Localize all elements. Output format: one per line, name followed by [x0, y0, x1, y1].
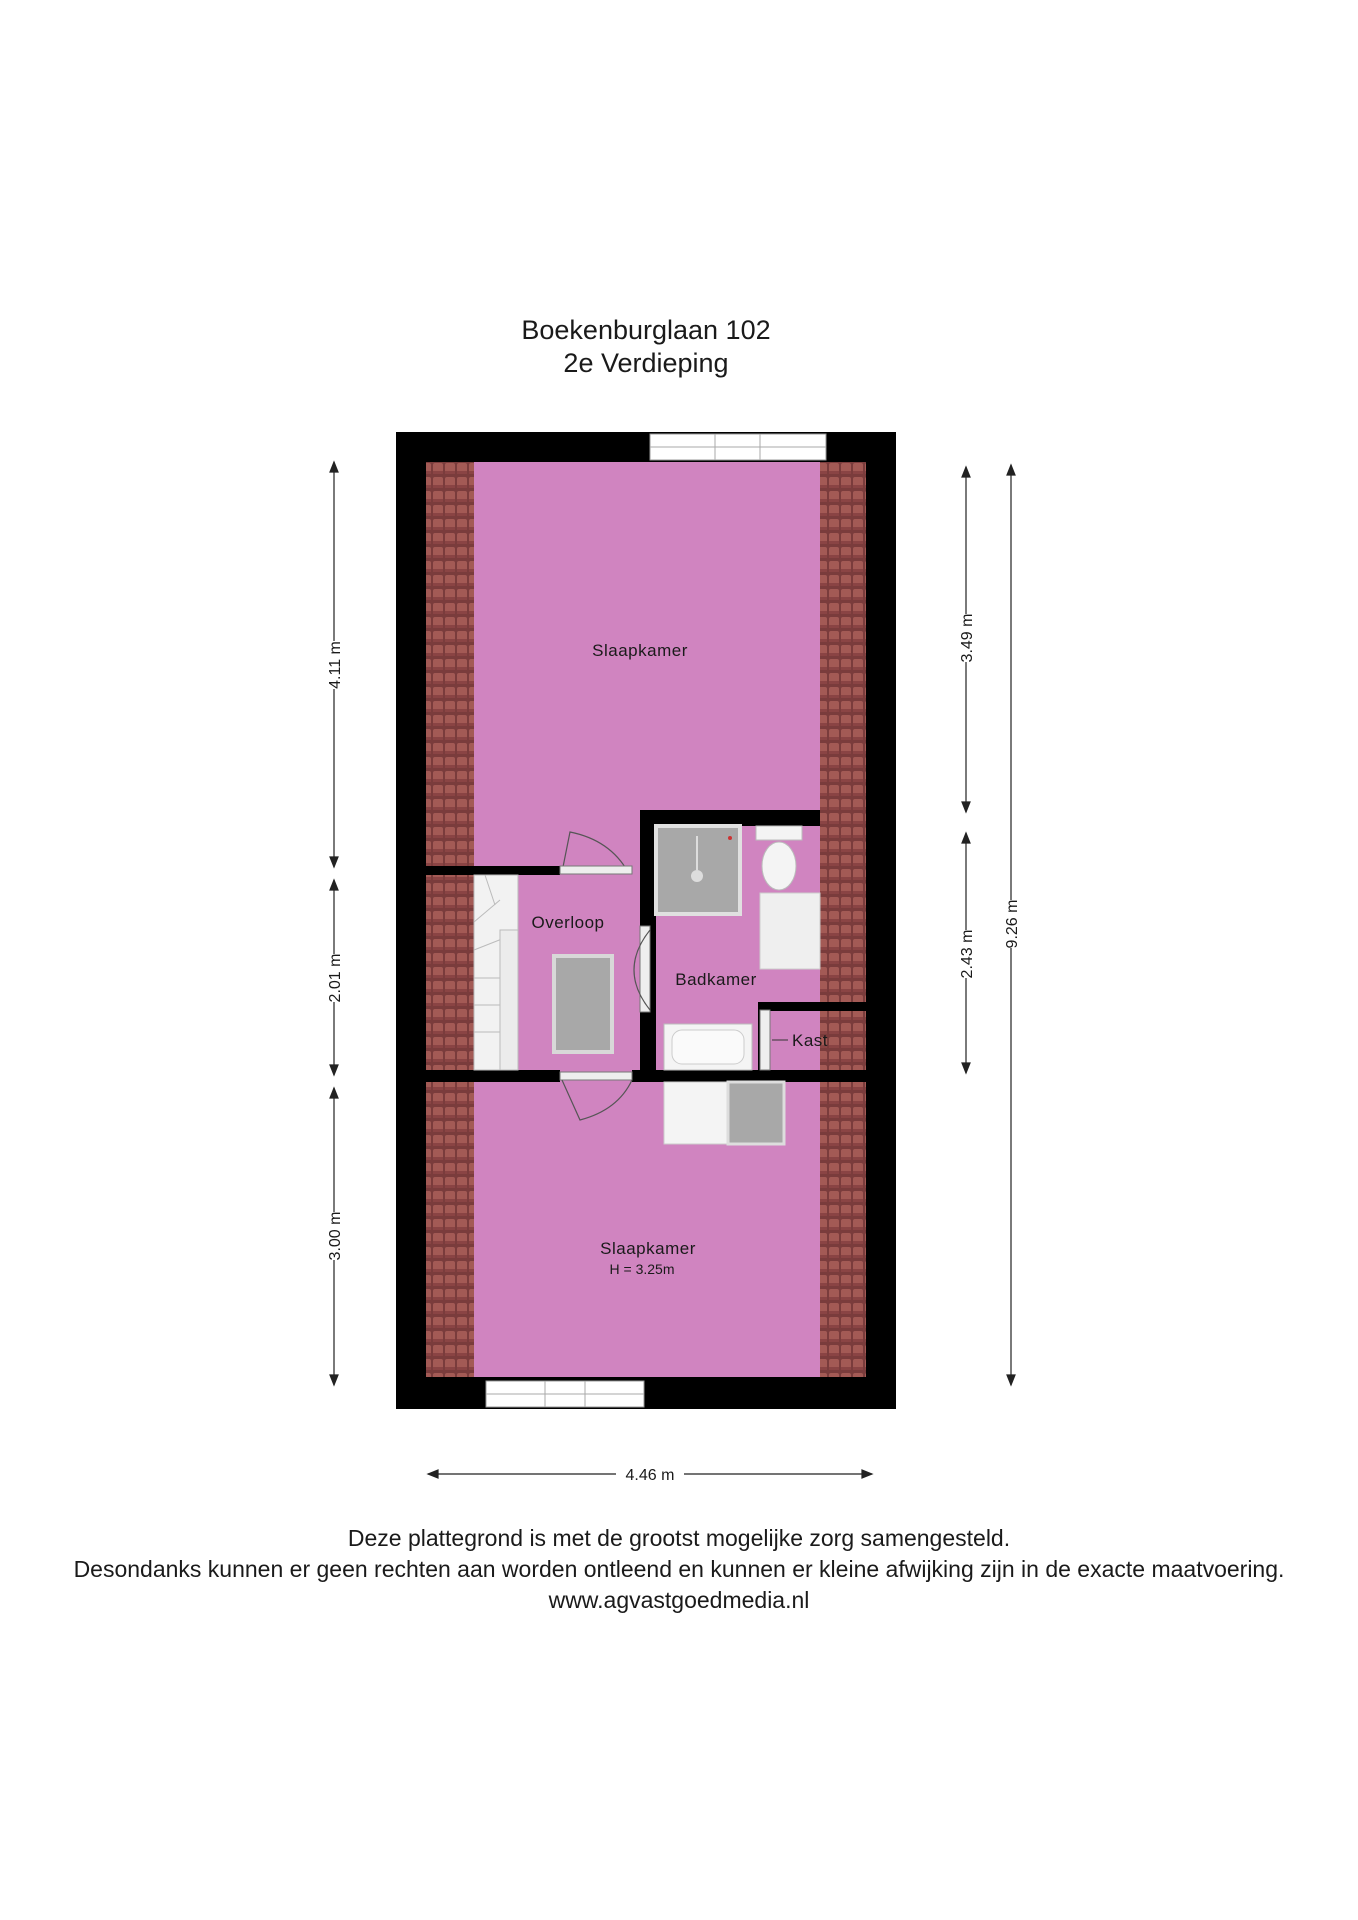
washing-machine [664, 1082, 728, 1144]
dim-left-middle: 2.01 m [327, 953, 344, 1003]
floor-title: 2e Verdieping [563, 348, 729, 378]
interior-wall [426, 1070, 560, 1082]
toilet [756, 826, 802, 840]
dim-right-top: 3.49 m [959, 613, 976, 663]
dim-right-total: 9.26 m [1004, 899, 1021, 949]
room-label-landing: Overloop [531, 913, 605, 932]
roof-tiles-right [820, 462, 866, 1377]
interior-wall [758, 1002, 866, 1011]
room-label-bathroom: Badkamer [675, 970, 757, 989]
roof-tiles-left [426, 462, 474, 1377]
interior-wall [632, 1070, 866, 1082]
dim-width: 4.46 m [625, 1467, 675, 1484]
bathroom-cabinet [760, 893, 820, 969]
landing-rug [554, 956, 612, 1052]
room-label-bedroom-bottom: Slaapkamer [600, 1239, 696, 1258]
dim-left-top: 4.11 m [327, 641, 344, 689]
closet-door [760, 1010, 770, 1070]
interior-wall [640, 810, 820, 826]
dryer [728, 1082, 784, 1144]
dim-right-middle: 2.43 m [959, 929, 976, 979]
website-url: www.agvastgoedmedia.nl [548, 1587, 810, 1613]
room-label-closet: Kast [792, 1031, 829, 1050]
room-label-bedroom-top: Slaapkamer [592, 641, 688, 660]
address-title: Boekenburglaan 102 [521, 315, 771, 345]
room-height-label: H = 3.25m [609, 1261, 675, 1277]
interior-wall [426, 866, 560, 875]
disclaimer-line-1: Deze plattegrond is met de grootst mogelijke zorg samengesteld. [347, 1525, 1011, 1551]
disclaimer-line-2: Desondanks kunnen er geen rechten aan worden ontleend en kunnen er kleine afwijking zijn in de exacte maatvoering. [73, 1556, 1285, 1582]
dim-left-bottom: 3.00 m [327, 1211, 344, 1261]
